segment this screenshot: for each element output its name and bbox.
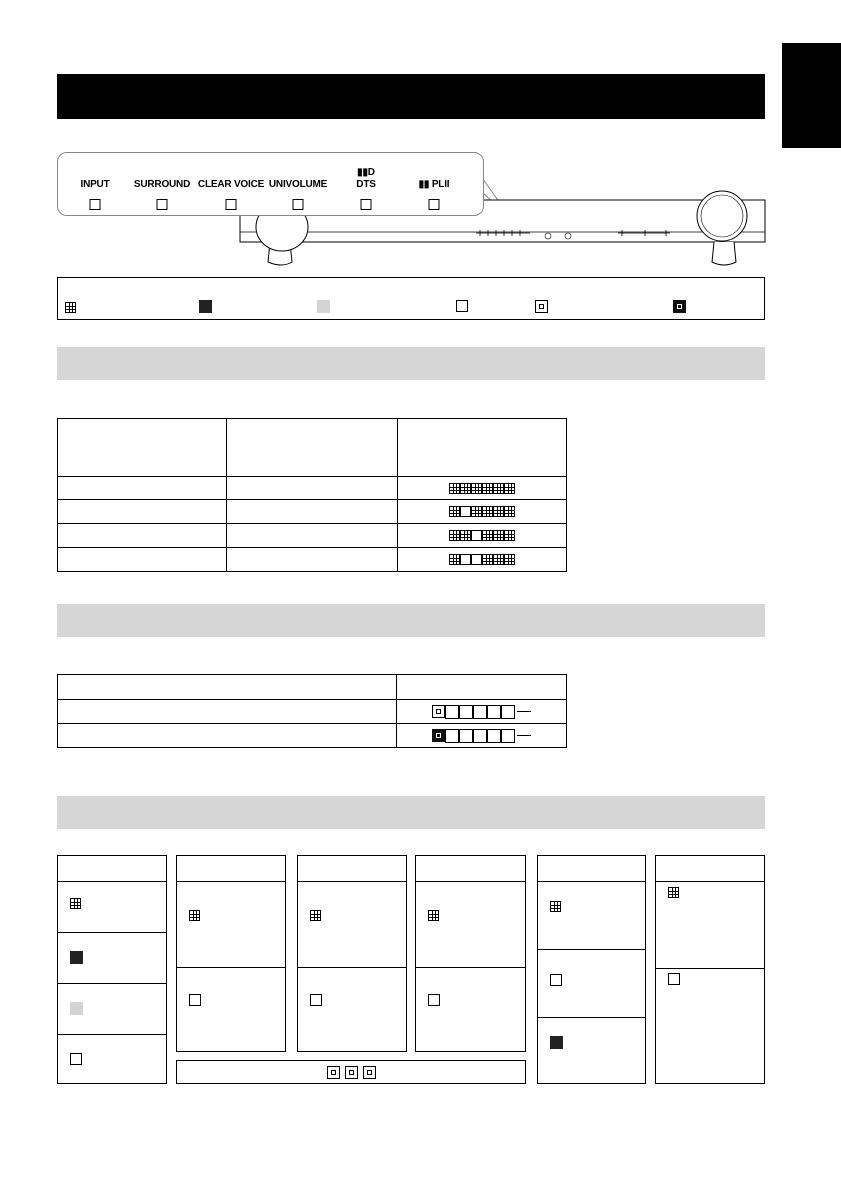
outlined-square-icon	[363, 1066, 376, 1079]
empty-square-icon	[668, 973, 680, 985]
empty-square-icon	[189, 994, 201, 1006]
indicator-column-5	[537, 855, 646, 1084]
indicator-table-2	[57, 674, 567, 748]
table-header-cell	[398, 419, 567, 477]
table-row	[58, 524, 567, 548]
empty-square-icon	[310, 994, 322, 1006]
grid-icon	[550, 901, 561, 912]
outlined-square-icon	[535, 300, 548, 313]
clear-voice-indicator-light	[226, 199, 237, 210]
section-header-1	[57, 347, 765, 380]
black-square-icon	[550, 1036, 563, 1049]
gray-square-icon	[70, 1002, 83, 1015]
plii-indicator-label: ▮▮ PLII	[418, 179, 450, 190]
indicator-pattern	[398, 506, 566, 517]
table-row	[58, 477, 567, 500]
clear-voice-indicator-label: CLEAR VOICE	[197, 179, 265, 190]
table-header-cell	[58, 419, 227, 477]
empty-square-icon	[428, 994, 440, 1006]
indicator-pattern	[398, 554, 566, 565]
table-header-cell	[397, 675, 567, 700]
grid-icon	[70, 898, 81, 909]
gray-square-icon	[317, 300, 330, 313]
surround-indicator-label: SURROUND	[133, 179, 191, 190]
input-indicator-light	[90, 199, 101, 210]
indicator-table-1	[57, 418, 567, 572]
grid-icon	[428, 910, 439, 921]
indicator-column-1	[57, 855, 167, 1084]
black-square-icon	[70, 951, 83, 964]
indicator-pattern	[398, 530, 566, 541]
empty-square-icon	[70, 1053, 82, 1065]
table-row	[58, 700, 567, 724]
indicator-pattern	[398, 483, 566, 494]
dts-indicator-label: DTS	[356, 179, 376, 190]
table-row	[58, 724, 567, 748]
empty-square-icon	[456, 300, 468, 312]
outlined-square-icon	[327, 1066, 340, 1079]
table-header-cell	[58, 675, 397, 700]
outlined-square-icon	[345, 1066, 358, 1079]
indicator-column-4	[415, 855, 526, 1052]
indicator-pattern	[397, 705, 566, 719]
combined-indicator-bar	[176, 1060, 526, 1084]
indicator-column-3	[297, 855, 407, 1052]
grid-icon	[310, 910, 321, 921]
indicator-column-6	[655, 855, 765, 1084]
table-row	[58, 548, 567, 572]
indicator-legend	[57, 277, 765, 320]
input-indicator-label: INPUT	[80, 179, 110, 190]
table-header-cell	[227, 419, 398, 477]
section-header-2	[57, 604, 765, 637]
plii-indicator-light	[429, 199, 440, 210]
page-title-bar	[57, 74, 765, 119]
dts-indicator-light	[361, 199, 372, 210]
table-row	[58, 500, 567, 524]
surround-indicator-light	[157, 199, 168, 210]
grid-icon	[65, 302, 76, 313]
univolume-indicator-label: UNIVOLUME	[268, 179, 328, 190]
indicator-pattern	[397, 729, 566, 743]
dolby-digital-logo: ▮▮D	[357, 167, 375, 178]
language-side-tab	[782, 43, 841, 148]
black-square-icon	[199, 300, 212, 313]
empty-square-icon	[550, 974, 562, 986]
indicator-column-2	[176, 855, 286, 1052]
section-header-3	[57, 796, 765, 829]
grid-icon	[668, 887, 679, 898]
filled-outlined-square-icon	[673, 300, 686, 313]
univolume-indicator-light	[293, 199, 304, 210]
indicator-callout	[57, 152, 484, 216]
grid-icon	[189, 910, 200, 921]
